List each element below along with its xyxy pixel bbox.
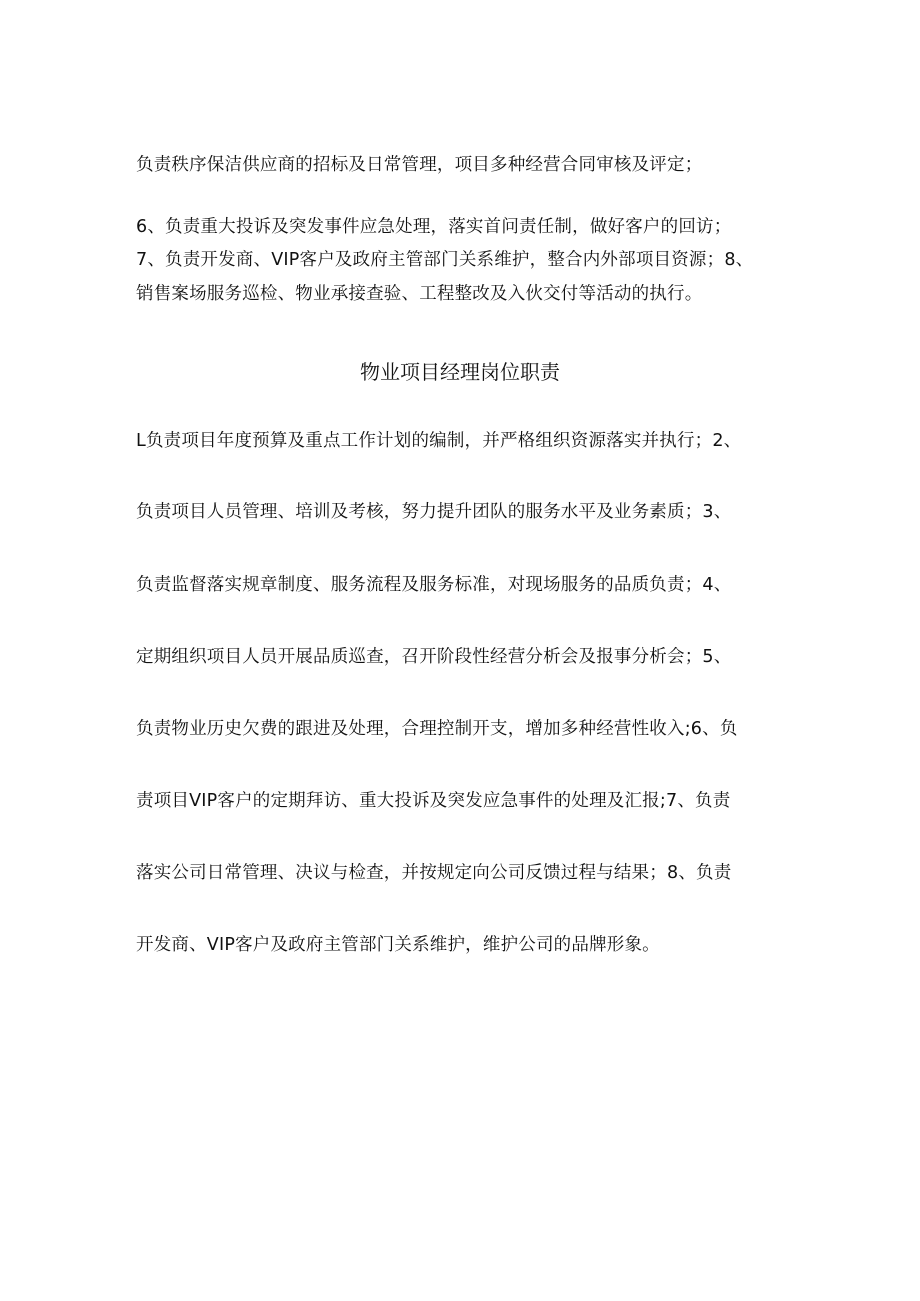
- duty-line-4: 定期组织项目人员开展品质巡查，召开阶段性经营分析会及报事分析会；5、: [136, 647, 732, 667]
- section-title: 物业项目经理岗位职责: [360, 360, 560, 384]
- intro-line-4: 销售案场服务巡检、物业承接查验、工程整改及入伙交付等活动的执行。: [136, 284, 703, 304]
- duty-line-2: 负责项目人员管理、培训及考核，努力提升团队的服务水平及业务素质；3、: [136, 502, 732, 522]
- duty-line-6: 责项目VIP客户的定期拜访、重大投诉及突发应急事件的处理及汇报;7、负责: [136, 791, 731, 811]
- intro-line-2: 6、负责重大投诉及突发事件应急处理，落实首问责任制，做好客户的回访；: [136, 217, 732, 237]
- duty-line-7: 落实公司日常管理、决议与检查，并按规定向公司反馈过程与结果；8、负责: [136, 863, 732, 883]
- intro-line-1: 负责秩序保洁供应商的招标及日常管理，项目多种经营合同审核及评定；: [136, 155, 703, 175]
- duty-line-5: 负责物业历史欠费的跟进及处理，合理控制开支，增加多种经营性收入;6、负: [136, 719, 738, 739]
- duty-line-3: 负责监督落实规章制度、服务流程及服务标准，对现场服务的品质负责；4、: [136, 575, 732, 595]
- duty-line-8: 开发商、VIP客户及政府主管部门关系维护，维护公司的品牌形象。: [136, 935, 660, 955]
- intro-line-3: 7、负责开发商、VIP客户及政府主管部门关系维护，整合内外部项目资源；8、: [136, 250, 754, 270]
- duty-line-1: L负责项目年度预算及重点工作计划的编制，并严格组织资源落实并执行；2、: [136, 431, 742, 451]
